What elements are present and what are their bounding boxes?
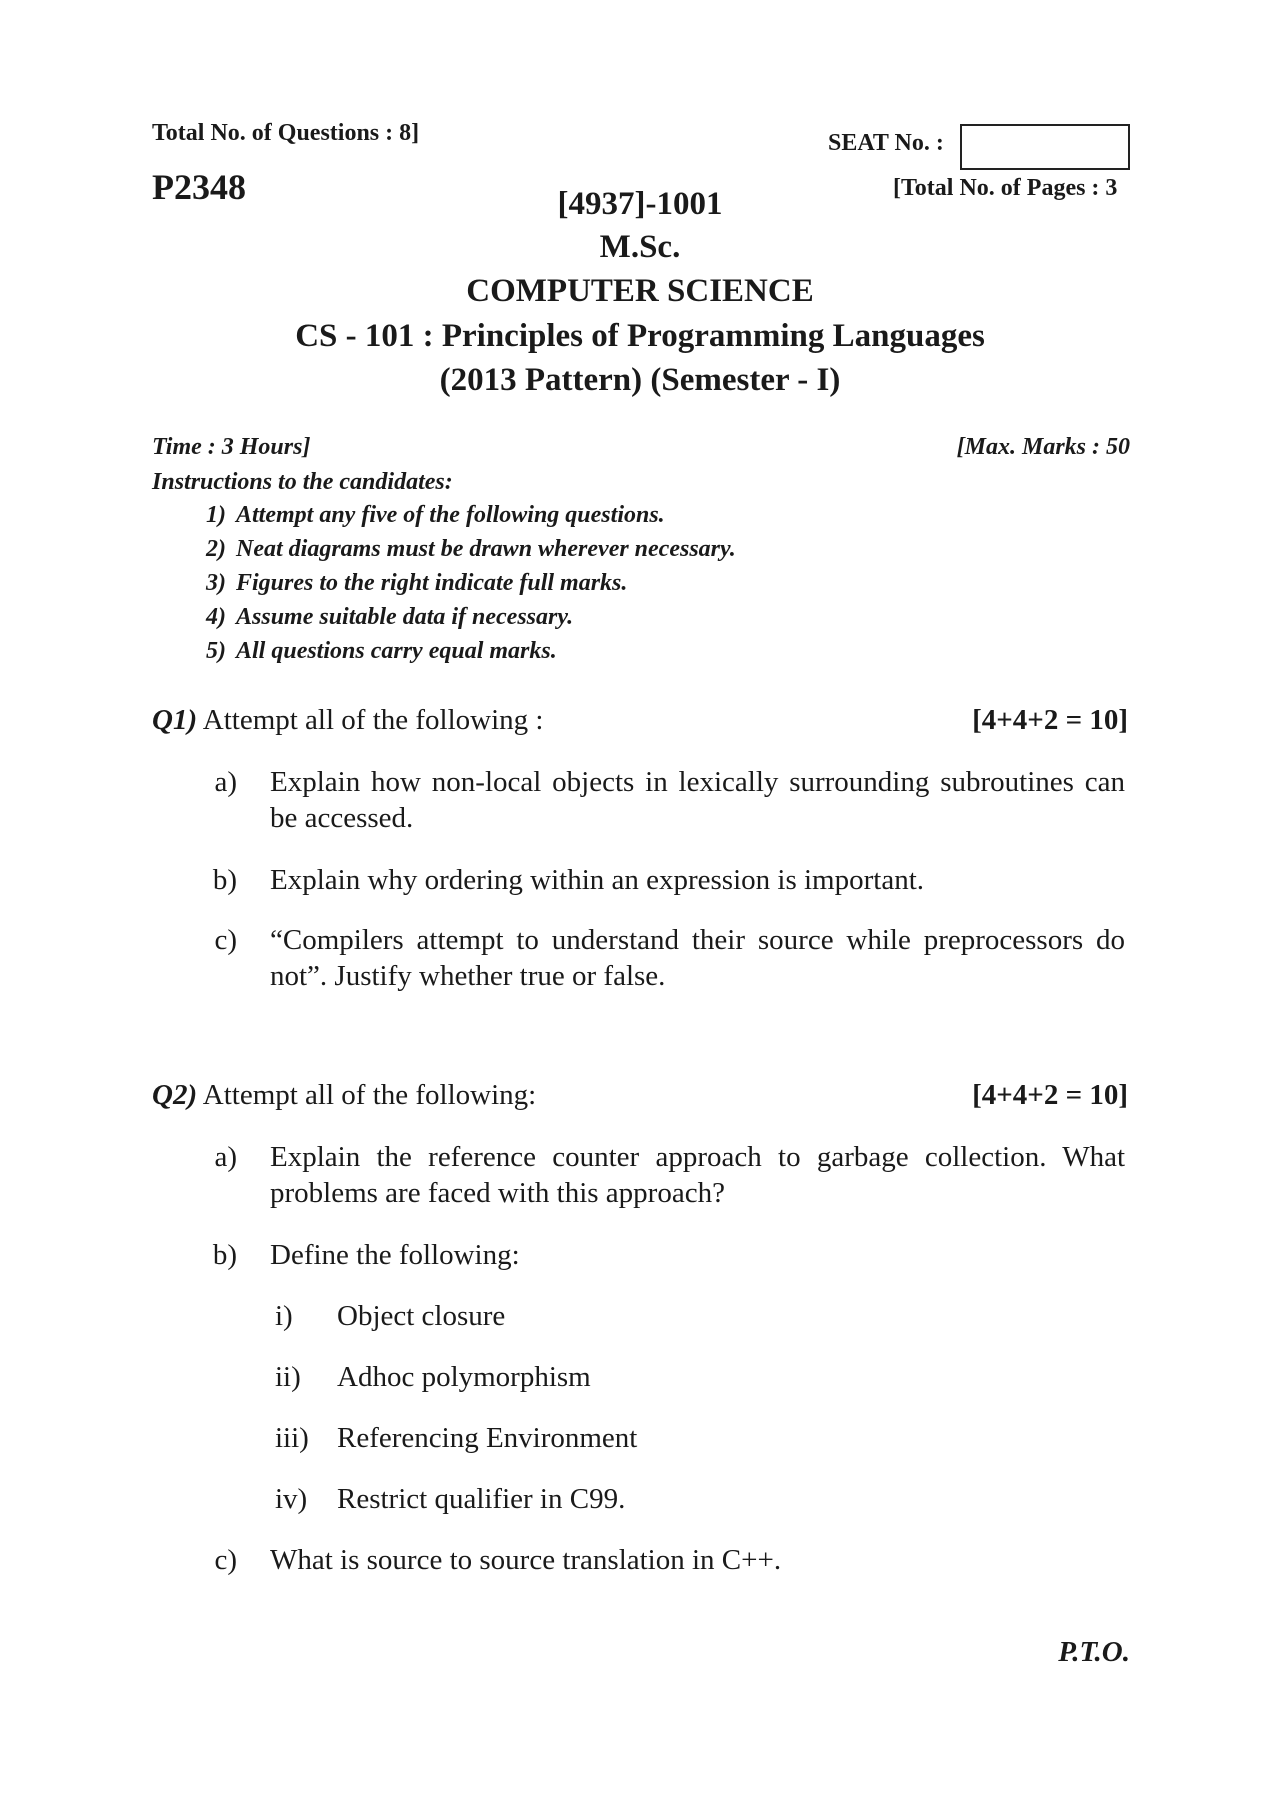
sub-part-label: iii) [275,1422,309,1454]
time-limit: Time : 3 Hours] [152,434,311,460]
question-number: Q2) [152,1079,198,1111]
course-title: CS - 101 : Principles of Programming Languages [295,318,985,354]
instruction-text: Assume suitable data if necessary. [236,604,574,630]
sub-part-label: i) [275,1300,293,1332]
question-text: Attempt all of the following: [202,1079,537,1111]
paper-code: P2348 [152,167,246,207]
part-text: Explain why ordering within an expression is important. [270,864,925,896]
degree: M.Sc. [599,229,681,265]
question-heading [152,1079,536,1112]
exam-code: [4937]-1001 [557,186,723,222]
question-marks: [4+4+2 = 10] [972,704,1128,736]
total-pages: [Total No. of Pages : 3 [893,175,1118,201]
sub-part-text: Adhoc polymorphism [337,1361,591,1393]
instruction-text: Neat diagrams must be drawn wherever necessary. [236,536,736,562]
instruction-number: 3) [206,570,226,596]
part-text: Define the following: [270,1239,520,1271]
question-marks: [4+4+2 = 10] [972,1079,1128,1111]
question-number: Q1) [152,704,198,736]
instruction-number: 4) [206,604,226,630]
seat-label: SEAT No. : [828,130,944,156]
question-part [205,1542,1135,1582]
instruction-number: 5) [206,638,226,664]
question-part [205,1237,1135,1277]
sub-part-text: Referencing Environment [337,1422,638,1454]
subject: COMPUTER SCIENCE [466,273,814,309]
part-label: a) [214,766,237,798]
total-questions: Total No. of Questions : 8] [152,120,420,146]
instruction-number: 1) [206,502,226,528]
sub-part-label: ii) [275,1361,301,1393]
part-label: b) [212,1239,237,1271]
part-text: “Compilers attempt to understand their source while preprocessors do not”. Justify whether true or false. [270,924,1125,992]
instruction-text: Attempt any five of the following questions. [236,502,665,528]
instruction-number: 2) [206,536,226,562]
part-label: c) [214,1544,237,1576]
question-text: Attempt all of the following : [202,704,544,736]
sub-part-text: Object closure [337,1300,506,1332]
seat-number-box[interactable] [960,124,1130,170]
part-text: Explain the reference counter approach to garbage collection. What problems are faced with this approach? [270,1141,1125,1209]
instructions-heading: Instructions to the candidates: [152,469,453,495]
part-label: a) [214,1141,237,1173]
question-heading [152,704,543,737]
part-text: Explain how non-local objects in lexically surrounding subroutines can be accessed. [270,766,1125,834]
pto-note: P.T.O. [1058,1636,1130,1668]
pattern: (2013 Pattern) (Semester - I) [439,362,841,398]
part-label: c) [214,924,237,956]
sub-part-text: Restrict qualifier in C99. [337,1483,626,1515]
question-part [205,764,1135,844]
question-part [205,1139,1135,1219]
part-text: What is source to source translation in C++. [270,1544,782,1576]
instruction-text: Figures to the right indicate full marks. [236,570,628,596]
question-part [205,862,1135,902]
instructions-list [186,502,1086,672]
question-part [205,922,1135,1002]
instruction-text: All questions carry equal marks. [236,638,557,664]
part-label: b) [212,864,237,896]
max-marks: [Max. Marks : 50 [956,434,1130,460]
sub-part-label: iv) [275,1483,308,1515]
